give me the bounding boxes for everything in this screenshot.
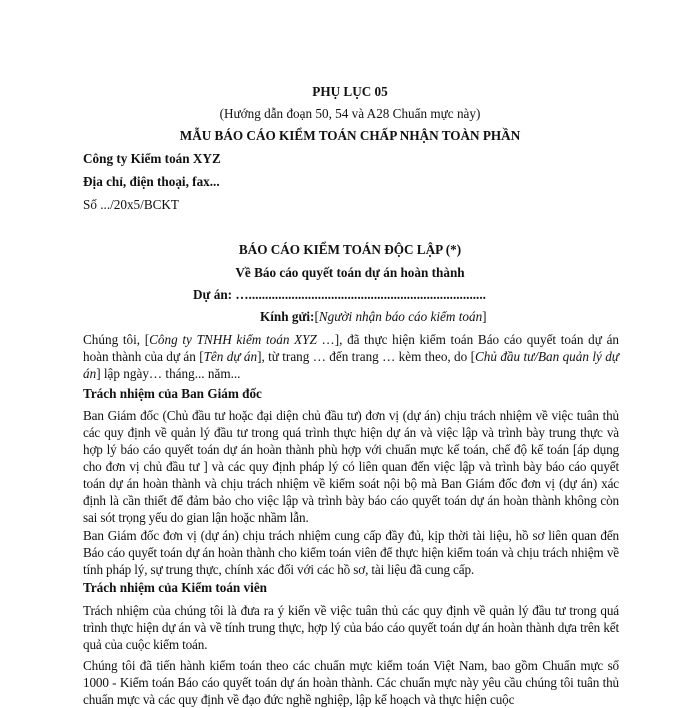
auditor-responsibility-paragraph: Trách nhiệm của chúng tôi là đưa ra ý kiến về việc tuân thủ các quy định về quản lý đầu tư trong quá trình thực hiện dự án và về tính trung thực, hợp lý của báo cáo quyết toán dự án hoàn thành dựa trên kết quả của cuộc kiểm toán. bbox=[83, 603, 619, 652]
report-title: BÁO CÁO KIỂM TOÁN ĐỘC LẬP (*) bbox=[238, 242, 462, 257]
guidance-note: (Hướng dẫn đoạn 50, 54 và A28 Chuẩn mực này) bbox=[219, 106, 481, 121]
report-subtitle: Về Báo cáo quyết toán dự án hoàn thành bbox=[235, 265, 465, 280]
form-title: MẪU BÁO CÁO KIỂM TOÁN CHẤP NHẬN TOÀN PHẦN bbox=[179, 128, 521, 143]
recipient-label: Kính gửi: bbox=[260, 309, 315, 324]
project-line bbox=[193, 287, 486, 303]
firm-contact: Địa chỉ, điện thoại, fax... bbox=[83, 174, 220, 189]
appendix-title: PHỤ LỤC 05 bbox=[312, 84, 388, 99]
audit-standards-paragraph: Chúng tôi đã tiến hành kiểm toán theo các chuẩn mực kiểm toán Việt Nam, bao gồm Chuẩn mực số 1000 - Kiểm toán Báo cáo quyết toán dự án hoàn thành. Các chuẩn mực này yêu cầu chúng tôi tuân thủ chuẩn mực và các quy định về đạo đức nghề nghiệp, lập kế hoạch và thực hiện cuộc bbox=[83, 658, 619, 707]
recipient-bracket-close: ] bbox=[482, 309, 487, 324]
project-label: Dự án: bbox=[193, 287, 233, 302]
recipient-line bbox=[260, 309, 487, 325]
intro-text-4: ] lập ngày… tháng... năm... bbox=[96, 366, 241, 381]
project-placeholder: …........................................................................ bbox=[235, 287, 486, 302]
section-heading-auditor: Trách nhiệm của Kiểm toán viên bbox=[83, 580, 268, 595]
firm-name: Công ty Kiểm toán XYZ bbox=[83, 151, 221, 166]
intro-owner: Chủ đầu tư/Ban quản lý dự án bbox=[83, 349, 619, 381]
report-reference-number: Số .../20x5/BCKT bbox=[83, 197, 179, 212]
intro-company: Công ty TNHH kiểm toán XYZ bbox=[149, 332, 317, 347]
recipient-placeholder: Người nhận báo cáo kiểm toán bbox=[318, 309, 483, 324]
intro-project: Tên dự án bbox=[203, 349, 258, 364]
management-documents-paragraph: Ban Giám đốc đơn vị (dự án) chịu trách nhiệm cung cấp đầy đủ, kịp thời tài liệu, hồ sơ liên quan đến Báo cáo quyết toán dự án hoàn thành cho kiểm toán viên để thực hiện kiểm toán và chịu trách nhiệm về tính pháp lý, sự trung thực, chính xác đối với các hồ sơ, tài liệu đã cung cấp. bbox=[83, 528, 619, 577]
management-responsibility-paragraph: Ban Giám đốc (Chủ đầu tư hoặc đại diện chủ đầu tư) đơn vị (dự án) chịu trách nhiệm về việc tuân thủ các quy định về quản lý đầu tư trong quá trình thực hiện dự án và việc lập và trình bày trung thực và hợp lý báo cáo quyết toán dự án hoàn thành phù hợp với chuẩn mực kế toán, chế độ kế toán [áp dụng cho đơn vị chủ đầu tư ] và các quy định pháp lý có liên quan đến việc lập và trình bày báo cáo quyết toán dự án hoàn thành và chịu trách nhiệm về kiểm soát nội bộ mà Ban Giám đốc đơn vị (dự án) xác định là cần thiết để đảm bảo cho việc lập và trình bày báo cáo quyết toán dự án hoàn thành không còn sai sót trọng yếu do gian lận hoặc nhầm lẫn. bbox=[83, 408, 619, 525]
intro-text-1: Chúng tôi, [ bbox=[83, 332, 150, 347]
section-heading-management: Trách nhiệm của Ban Giám đốc bbox=[83, 386, 262, 401]
intro-text-3: ], từ trang … đến trang … kèm theo, do [ bbox=[257, 349, 475, 364]
recipient-bracket-open: [ bbox=[314, 309, 319, 324]
intro-paragraph bbox=[83, 331, 619, 382]
intro-text-2: …], đã thực hiện kiểm toán Báo cáo quyết toán dự án hoàn thành của dự án [ bbox=[83, 332, 620, 364]
